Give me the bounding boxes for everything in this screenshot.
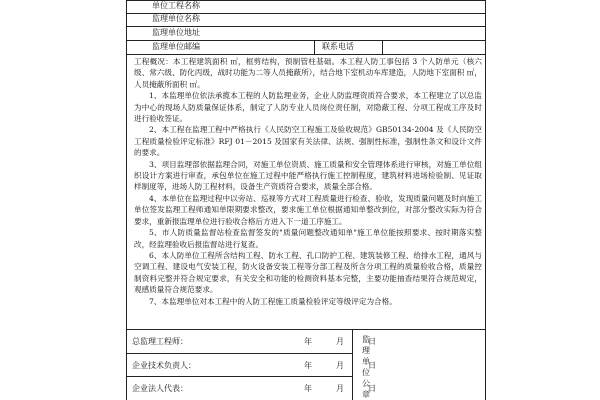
- rule: [126, 54, 486, 55]
- rule: [126, 376, 352, 377]
- assessment-item: 6、本人防单位工程所含结构工程、防水工程、孔口防护工程、建筑装修工程、给排水工程，通风与空调工程、建设电气安装工程，防火设备安装工程等分部工程及所含分项工程的质量验收合格，质量控制资料完整并符合规定要求，有关安全和功能的检测资料基本完整，主要功能抽查结果符合规范规定，观感质量符合规范要求。: [134, 250, 482, 295]
- project-name-label: 单位工程名称: [152, 1, 200, 10]
- year-label: 年: [304, 384, 312, 393]
- chief-engineer-label: 总监理工程师：: [132, 337, 188, 346]
- assessment-item: 5、市人防质量监督站检查监督签发的"质量问题整改通知单"施工单位能按照要求、按时期落实整改，经监理验收后报监督站进行复查。: [134, 228, 482, 249]
- rule: [126, 329, 486, 330]
- day-label: 日: [368, 361, 376, 370]
- postcode-label: 监理单位邮编: [152, 42, 200, 51]
- year-label: 年: [304, 337, 312, 346]
- assessment-item: 3、项目监理部依据监理合同，对施工单位资质、施工质量和安全管理体系进行审核，对施工单位组织设计方案进行审查，承包单位在施工过程中能严格执行施工控制程度，建筑材料进场检验制、见证取样制度等，进场人防工程材料，设备生产资质符合要求，质量全部合格。: [134, 159, 482, 192]
- assessment-item: 1、本监理单位依法承揽本工程的人防监理业务，企业人防监理资质符合要求，本工程建立了以总监为中心的现场人防质量保证体系，制定了人防专业人员岗位责任制，对隐蔽工程、分项工程成工序及时进行验收签证。: [134, 91, 482, 124]
- day-label: 日: [368, 337, 376, 346]
- divider: [314, 40, 315, 54]
- supervisor-name-label: 监理单位名称: [152, 14, 200, 23]
- seal-label: 监理单位公章: [362, 335, 370, 399]
- legal-rep-label: 企业法人代表：: [132, 384, 188, 393]
- assessment-item: 2、本工程在监理工程中严格执行《人民防空工程施工及验收规范》GB50134-2004 及《人民防空工程质量检验评定标准》RFJ 01－2015 及国家有关法律、法规、强制性标准，强制性条文和设计文件的要求。: [134, 125, 482, 158]
- rule: [126, 353, 352, 354]
- year-label: 年: [304, 361, 312, 370]
- supervisor-address-label: 监理单位地址: [152, 28, 200, 37]
- divider: [382, 40, 383, 54]
- assessment-form: [126, 0, 486, 400]
- month-label: 月: [336, 337, 344, 346]
- assessment-item: 7、本监理单位对本工程中的人防工程施工质量检验评定等级评定为合格。: [149, 296, 397, 306]
- day-label: 日: [368, 384, 376, 393]
- assessment-body: [134, 56, 482, 328]
- project-overview: 工程概况：本工程建筑面积 ㎡，框剪结构，预制管柱基础。本工程人防工事包括 3 个人防单元（核六级、常六级、防化丙级，战时功能为二等人员掩蔽所），结合地下室机动车库建造，人防地下室面积 ㎡，人员掩蔽所面积 ㎡。: [134, 57, 482, 89]
- technical-lead-label: 企业技术负责人：: [132, 361, 196, 370]
- phone-label: 联系电话: [322, 42, 354, 51]
- month-label: 月: [336, 361, 344, 370]
- assessment-item: 4、本单位在监理过程中以旁站、巡视等方式对工程质量进行检查、验收，发现质量问题及时向施工单位签发监理工程师通知单限期要求整改，要求施工单位根据通知单整改到位，对部分整改实际为符合要求，重新报监理单位进行验收合格后方进入下一道工序施工。: [134, 193, 482, 226]
- border-right: [485, 0, 486, 400]
- month-label: 月: [336, 384, 344, 393]
- border-left: [126, 0, 127, 400]
